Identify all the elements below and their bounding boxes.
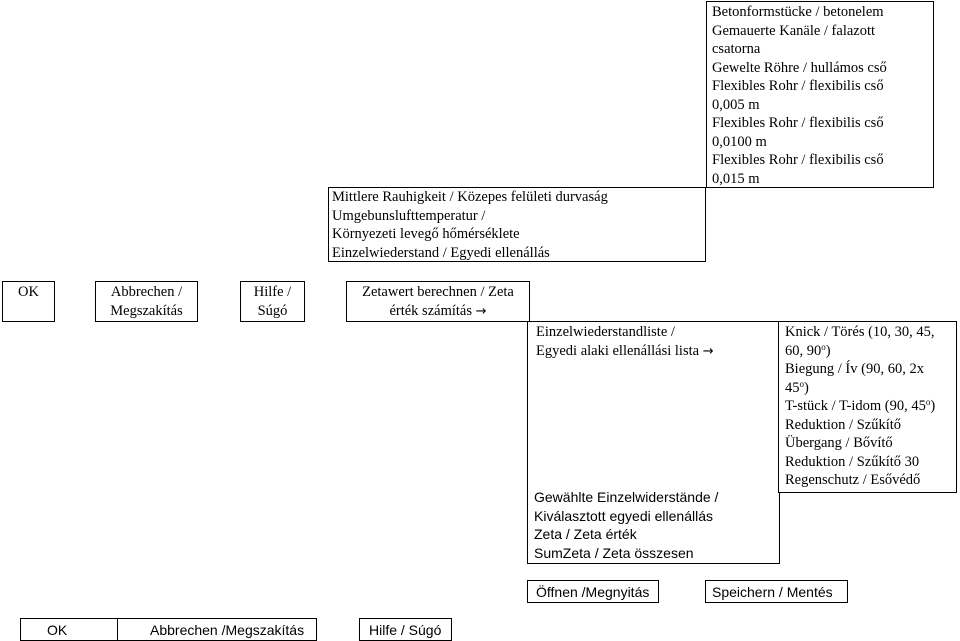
zeta-calc-button[interactable] [346, 281, 530, 322]
bottom-ok-button[interactable] [20, 618, 118, 641]
option-flexibles-rohr-3[interactable]: Flexibles Rohr / flexibilis cső [712, 152, 884, 168]
option-flexibles-rohr-1-size[interactable]: 0,005 m [712, 96, 760, 113]
arrow-right-icon: → [475, 303, 487, 319]
degree-symbol: o [821, 341, 826, 352]
fitting-bogen-line2-wrap [785, 379, 956, 398]
zeta-calc-line1: Zetawert berechnen / Zeta [362, 284, 514, 300]
paren: ) [930, 398, 936, 414]
bottom-cancel-button[interactable] [117, 618, 317, 641]
bottom-ok-label: OK [47, 622, 68, 638]
fitting-bogen-line1: Biegung / Ív (90, 60, 2x [785, 361, 924, 377]
degree-symbol: o [925, 397, 931, 407]
bottom-cancel-label: Abbrechen /Megszakítás [150, 622, 305, 638]
fittings-list [778, 321, 957, 493]
param-ambient-temp-cont[interactable]: Környezeti levegő hőmérséklete [332, 226, 520, 242]
cancel-button[interactable] [95, 281, 198, 322]
option-gemauerte-kanaele-cont[interactable]: csatorna [712, 41, 761, 57]
param-roughness[interactable]: Mittlere Rauhigkeit / Közepes felületi durvaság [332, 189, 608, 205]
save-button-label: Speichern / Mentés [712, 584, 833, 600]
paren: ) [804, 379, 809, 396]
cancel-label-line2: Megszakítás [110, 302, 183, 319]
param-single-resistance[interactable]: Einzelwiederstand / Egyedi ellenállás [332, 244, 550, 261]
save-button[interactable] [705, 580, 848, 603]
sumzeta-label: SumZeta / Zeta összesen [534, 544, 694, 561]
help-button[interactable] [240, 281, 305, 322]
resistance-list-line2: Egyedi alaki ellenállási lista [536, 342, 700, 359]
fitting-knick-line2-wrap [785, 342, 956, 361]
param-ambient-temp[interactable]: Umgebunslufttemperatur / [332, 207, 486, 224]
fitting-bogen[interactable] [785, 360, 956, 397]
degree-symbol: o [799, 378, 804, 389]
bottom-help-button[interactable] [359, 618, 452, 641]
fitting-knick[interactable] [785, 322, 956, 360]
fitting-knick-line1: Knick / Törés (10, 30, 45, [785, 324, 935, 340]
option-flexibles-rohr-3-size[interactable]: 0,015 m [712, 170, 760, 187]
fitting-reduktion[interactable]: Reduktion / Szűkítő [785, 416, 901, 433]
ok-button-label: OK [18, 284, 39, 300]
option-gewelte-roehre[interactable]: Gewelte Röhre / hullámos cső [712, 59, 887, 76]
option-flexibles-rohr-1[interactable]: Flexibles Rohr / flexibilis cső [712, 78, 884, 94]
resistance-list-line1: Einzelwiederstandliste / [536, 324, 675, 340]
fitting-regenschutz[interactable]: Regenschutz / Esővédő [785, 472, 921, 488]
help-label-line2: Súgó [257, 302, 288, 319]
fitting-tstueck-wrap[interactable] [785, 397, 956, 416]
resistance-list-panel [527, 321, 780, 564]
option-flexibles-rohr-2-size[interactable]: 0,0100 m [712, 133, 767, 150]
arrow-right-icon: → [702, 343, 714, 359]
selected-resistances [534, 488, 718, 562]
option-gemauerte-kanaele[interactable]: Gemauerte Kanäle / falazott [712, 22, 876, 39]
help-label-line1: Hilfe / [253, 284, 292, 300]
resistance-list-line2-wrap [536, 342, 779, 362]
open-button-label: Öffnen /Megnyitás [536, 584, 650, 600]
fitting-uebergang[interactable]: Übergang / Bővítő [785, 435, 893, 451]
paren: ) [825, 342, 831, 359]
bottom-help-label: Hilfe / Súgó [369, 622, 442, 638]
option-flexibles-rohr-2[interactable]: Flexibles Rohr / flexibilis cső [712, 115, 884, 131]
zeta-value-label: Zeta / Zeta érték [534, 526, 637, 542]
selected-resistances-label: Gewählte Einzelwiderstände / [534, 489, 719, 505]
fitting-reduktion-30[interactable]: Reduktion / Szűkítő 30 [785, 453, 920, 470]
cancel-label-line1: Abbrechen / [110, 284, 183, 300]
option-betonformstuecke[interactable]: Betonformstücke / betonelem [712, 4, 884, 20]
fitting-bogen-line2: 45 [785, 379, 800, 396]
surface-options-box [706, 1, 934, 188]
zeta-calc-line2: érték számítás [389, 302, 472, 319]
resistance-list-header[interactable] [536, 322, 779, 361]
selected-resistances-label-hu: Kiválasztott egyedi ellenállás [534, 507, 713, 524]
ok-button[interactable] [2, 281, 55, 322]
parameters-box [328, 187, 706, 262]
fitting-tstueck: T-stück / T-idom (90, 45 [785, 398, 926, 414]
open-button[interactable] [527, 580, 659, 603]
fitting-knick-line2: 60, 90 [785, 342, 822, 359]
zeta-calc-line2-wrap [347, 302, 529, 322]
